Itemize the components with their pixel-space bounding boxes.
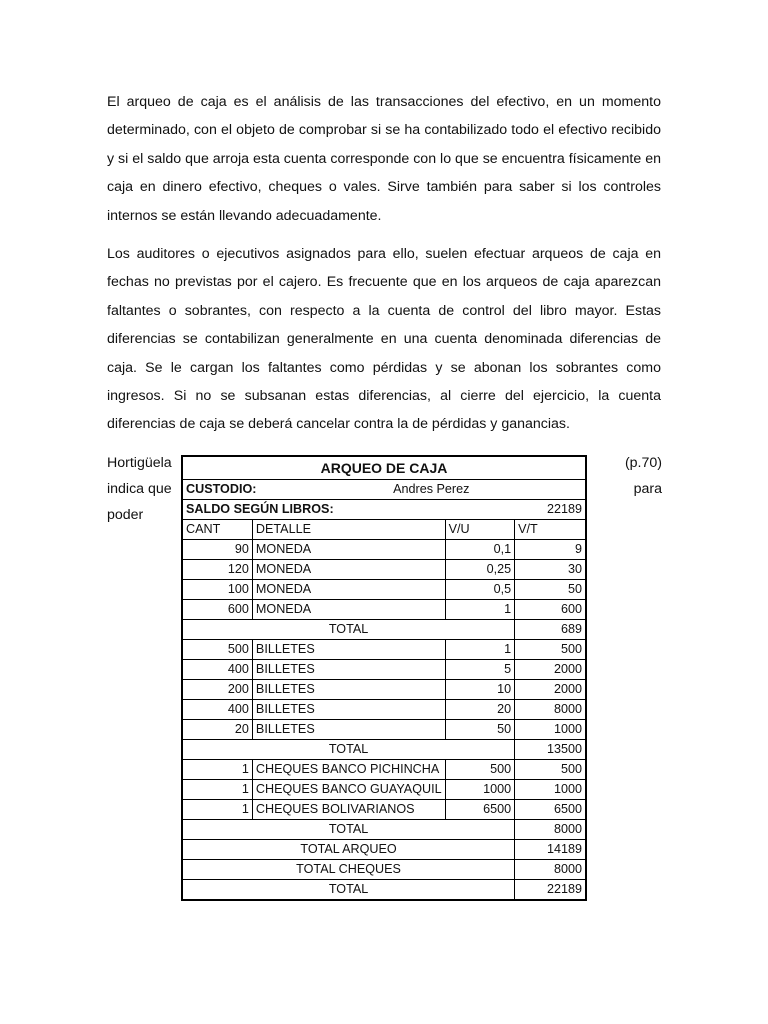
table-row bbox=[182, 700, 586, 720]
cell-vu: 50 bbox=[445, 720, 514, 740]
cell-vu: 1000 bbox=[445, 780, 514, 800]
cell-detalle: BILLETES bbox=[252, 700, 445, 720]
cell-vt: 1000 bbox=[515, 720, 586, 740]
cell-cant: 1 bbox=[182, 780, 252, 800]
cell-detalle: MONEDA bbox=[252, 540, 445, 560]
saldo-label: SALDO SEGÚN LIBROS: bbox=[182, 500, 445, 520]
cell-cant: 500 bbox=[182, 640, 252, 660]
total-value: 689 bbox=[515, 620, 586, 640]
table-row bbox=[182, 640, 586, 660]
table-row bbox=[182, 660, 586, 680]
total-row bbox=[182, 860, 586, 880]
cell-vt: 600 bbox=[515, 600, 586, 620]
cell-vu: 10 bbox=[445, 680, 514, 700]
cell-vt: 2000 bbox=[515, 660, 586, 680]
cell-cant: 200 bbox=[182, 680, 252, 700]
side-left-line: poder bbox=[107, 507, 144, 523]
cell-cant: 20 bbox=[182, 720, 252, 740]
cell-detalle: BILLETES bbox=[252, 640, 445, 660]
side-text-left bbox=[107, 450, 175, 528]
header-vt: V/T bbox=[515, 520, 586, 540]
cell-vu: 20 bbox=[445, 700, 514, 720]
cell-vt: 6500 bbox=[515, 800, 586, 820]
cell-detalle: CHEQUES BANCO GUAYAQUIL bbox=[252, 780, 445, 800]
cell-vu: 6500 bbox=[445, 800, 514, 820]
table-row bbox=[182, 720, 586, 740]
cell-cant: 90 bbox=[182, 540, 252, 560]
table-title-row bbox=[182, 456, 586, 480]
table-title: ARQUEO DE CAJA bbox=[182, 456, 586, 480]
total-value: 8000 bbox=[515, 820, 586, 840]
table-row bbox=[182, 600, 586, 620]
total-value: 8000 bbox=[515, 860, 586, 880]
cell-cant: 1 bbox=[182, 800, 252, 820]
table-row bbox=[182, 780, 586, 800]
side-left-line: indica que bbox=[107, 481, 172, 497]
total-row bbox=[182, 880, 586, 901]
table-row bbox=[182, 760, 586, 780]
cell-detalle: MONEDA bbox=[252, 560, 445, 580]
cell-vu: 0,5 bbox=[445, 580, 514, 600]
total-label: TOTAL bbox=[182, 740, 515, 760]
cell-cant: 600 bbox=[182, 600, 252, 620]
side-left-line: Hortigüela bbox=[107, 455, 172, 471]
table-row bbox=[182, 680, 586, 700]
cell-cant: 1 bbox=[182, 760, 252, 780]
cell-detalle: BILLETES bbox=[252, 680, 445, 700]
cell-detalle: CHEQUES BOLIVARIANOS bbox=[252, 800, 445, 820]
cell-detalle: MONEDA bbox=[252, 580, 445, 600]
total-label: TOTAL bbox=[182, 880, 515, 901]
total-label: TOTAL bbox=[182, 620, 515, 640]
table-row bbox=[182, 580, 586, 600]
side-right-line: (p.70) bbox=[624, 455, 662, 471]
cell-vt: 9 bbox=[515, 540, 586, 560]
custodio-row bbox=[182, 480, 586, 500]
cell-vu: 0,1 bbox=[445, 540, 514, 560]
cell-vu: 500 bbox=[445, 760, 514, 780]
total-label: TOTAL CHEQUES bbox=[182, 860, 515, 880]
cell-vu: 0,25 bbox=[445, 560, 514, 580]
total-row bbox=[182, 740, 586, 760]
cell-cant: 400 bbox=[182, 660, 252, 680]
cell-vt: 500 bbox=[515, 760, 586, 780]
side-text-right bbox=[600, 450, 662, 502]
total-row bbox=[182, 840, 586, 860]
custodio-value: Andres Perez bbox=[445, 480, 586, 500]
cell-vt: 50 bbox=[515, 580, 586, 600]
table-row bbox=[182, 560, 586, 580]
custodio-label: CUSTODIO: bbox=[182, 480, 445, 500]
cell-vt: 2000 bbox=[515, 680, 586, 700]
auditors-paragraph: Los auditores o ejecutivos asignados para ello, suelen efectuar arqueos de caja en fechas no previstas por el cajero. Es frecuente que en los arqueos de caja aparezcan faltantes o sobrantes, con respecto a la cuenta de control del libro mayor. Estas diferencias se contabilizan generalmente en una cuenta denominada diferencias de caja. Se le cargan los faltantes como pérdidas y se abonan los sobrantes como ingresos. Si no se subsanan estas diferencias, al cierre del ejercicio, la cuenta diferencias de caja se deberá cancelar contra la de pérdidas y ganancias. bbox=[107, 246, 661, 433]
cell-detalle: MONEDA bbox=[252, 600, 445, 620]
total-label: TOTAL ARQUEO bbox=[182, 840, 515, 860]
total-row bbox=[182, 620, 586, 640]
cell-vu: 5 bbox=[445, 660, 514, 680]
total-row bbox=[182, 820, 586, 840]
cell-vt: 30 bbox=[515, 560, 586, 580]
total-value: 14189 bbox=[515, 840, 586, 860]
total-value: 22189 bbox=[515, 880, 586, 901]
cell-detalle: BILLETES bbox=[252, 720, 445, 740]
header-cant: CANT bbox=[182, 520, 252, 540]
table-row bbox=[182, 540, 586, 560]
cell-cant: 120 bbox=[182, 560, 252, 580]
cell-cant: 100 bbox=[182, 580, 252, 600]
total-label: TOTAL bbox=[182, 820, 515, 840]
intro-paragraph: El arqueo de caja es el análisis de las transacciones del efectivo, en un momento determinado, con el objeto de comprobar si se ha contabilizado todo el efectivo recibido y si el saldo que arroja esta cuenta corresponde con lo que se encuentra físicamente en caja en dinero efectivo, cheques o vales. Sirve también para saber si los controles internos se están llevando adecuadamente. bbox=[107, 94, 661, 224]
cell-vu: 1 bbox=[445, 640, 514, 660]
saldo-row bbox=[182, 500, 586, 520]
total-value: 13500 bbox=[515, 740, 586, 760]
cell-vt: 1000 bbox=[515, 780, 586, 800]
cell-vt: 8000 bbox=[515, 700, 586, 720]
cell-detalle: CHEQUES BANCO PICHINCHA bbox=[252, 760, 445, 780]
arqueo-table bbox=[181, 455, 587, 901]
cell-vt: 500 bbox=[515, 640, 586, 660]
saldo-value: 22189 bbox=[445, 500, 586, 520]
cell-vu: 1 bbox=[445, 600, 514, 620]
table-row bbox=[182, 800, 586, 820]
header-detalle: DETALLE bbox=[252, 520, 445, 540]
header-row bbox=[182, 520, 586, 540]
header-vu: V/U bbox=[445, 520, 514, 540]
side-right-line: para bbox=[633, 481, 662, 497]
cell-detalle: BILLETES bbox=[252, 660, 445, 680]
cell-cant: 400 bbox=[182, 700, 252, 720]
